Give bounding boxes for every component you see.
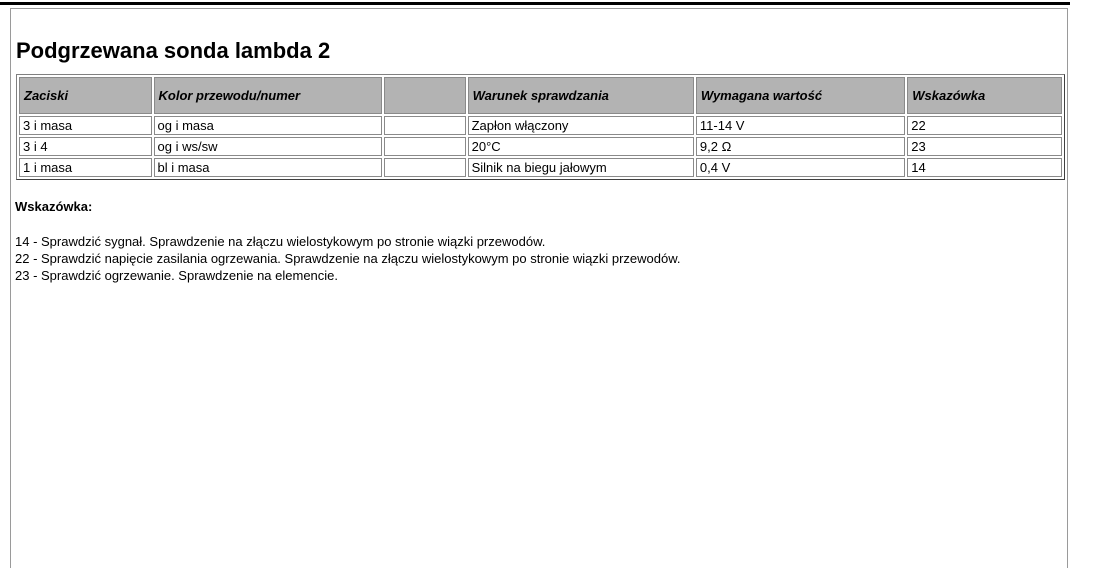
cell-terminals: 3 i 4 (19, 137, 152, 156)
cell-wire-color: bl i masa (154, 158, 382, 177)
cell-empty (384, 116, 466, 135)
column-header-test-condition: Warunek sprawdzania (468, 77, 694, 114)
cell-hint: 22 (907, 116, 1062, 135)
note-item: 14 - Sprawdzić sygnał. Sprawdzenie na złączu wielostykowym po stronie wiązki przewodów. (15, 234, 546, 249)
cell-wire-color: og i masa (154, 116, 382, 135)
table-row (19, 137, 1062, 156)
page-title: Podgrzewana sonda lambda 2 (16, 38, 331, 63)
table-row (19, 116, 1062, 135)
column-header-terminals: Zaciski (19, 77, 152, 114)
column-header-hint: Wskazówka (907, 77, 1062, 114)
cell-hint: 14 (907, 158, 1062, 177)
note-item: 23 - Sprawdzić ogrzewanie. Sprawdzenie na elemencie. (15, 268, 339, 283)
cell-required-value: 0,4 V (696, 158, 905, 177)
notes-heading: Wskazówka: (15, 199, 93, 214)
cell-test-condition: 20°C (468, 137, 694, 156)
table-row (19, 158, 1062, 177)
notes-list (15, 233, 681, 284)
cell-hint: 23 (907, 137, 1062, 156)
cell-test-condition: Zapłon włączony (468, 116, 694, 135)
note-item: 22 - Sprawdzić napięcie zasilania ogrzewania. Sprawdzenie na złączu wielostykowym po stronie wiązki przewodów. (15, 251, 681, 266)
cell-terminals: 1 i masa (19, 158, 152, 177)
column-header-wire-color: Kolor przewodu/numer (154, 77, 382, 114)
measurement-table (16, 74, 1065, 180)
cell-required-value: 11-14 V (696, 116, 905, 135)
table-header-row (19, 77, 1062, 114)
top-rule (0, 2, 1070, 5)
column-header-required-value: Wymagana wartość (696, 77, 905, 114)
cell-empty (384, 158, 466, 177)
column-header-empty (384, 77, 466, 114)
cell-test-condition: Silnik na biegu jałowym (468, 158, 694, 177)
cell-terminals: 3 i masa (19, 116, 152, 135)
cell-wire-color: og i ws/sw (154, 137, 382, 156)
cell-empty (384, 137, 466, 156)
cell-required-value: 9,2 Ω (696, 137, 905, 156)
